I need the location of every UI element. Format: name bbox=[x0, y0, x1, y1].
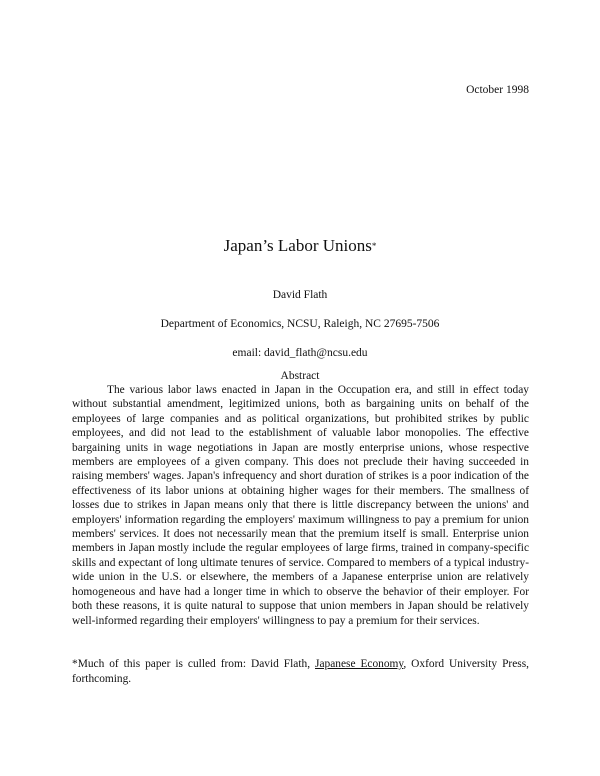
footnote-prefix: *Much of this paper is culled from: David Flath, bbox=[72, 658, 316, 670]
author-email: email: david_flath@ncsu.edu bbox=[232, 347, 368, 359]
paper-date: October 1998 bbox=[466, 84, 529, 96]
abstract-body: The various labor laws enacted in Japan in the Occupation era, and still in effect today without substantial amendment, legitimized unions, both as bargaining units on behalf of the employees of large companies and as political organizations, but prohibited strikes by public employees, and did not lead to the establishment of valuable labor monopolies. The effective bargaining units in wage negotiations in Japan are mostly enterprise unions, whose respective members are employees of a given company. This does not preclude their having succeeded in raising members' wages. Japan's infrequency and short duration of strikes is a poor indication of the effectiveness of its labor unions at obtaining higher wages for their members. The smallness of losses due to strikes in Japan means only that there is little discrepancy between the unions' and employers' information regarding the employers' maximum willingness to pay a premium for union members' services. It does not necessarily mean that the premium itself is small. Enterprise union members in Japan mostly include the regular employees of large firms, trained in company-specific skills and expectant of long ultimate tenures of service. Compared to members of a typical industry-wide union in the U.S. or elsewhere, the members of a Japanese enterprise union are relatively homogeneous and have had a longer time in which to observe the behavior of their employer. For both these reasons, it is quite natural to suppose that union members in Japan should be relatively well-informed regarding their employers' willingness to pay a premium for their services. bbox=[72, 384, 529, 627]
author-affiliation: Department of Economics, NCSU, Raleigh, NC 27695-7506 bbox=[160, 318, 440, 330]
author-name: David Flath bbox=[272, 289, 328, 301]
title-footnote-marker: * bbox=[371, 241, 377, 251]
footnote-suffix: , Oxford University Press, forthcoming. bbox=[72, 658, 529, 685]
footnote-book-title: Japanese Economy bbox=[315, 658, 404, 670]
paper-title bbox=[0, 236, 600, 256]
abstract-heading: Abstract bbox=[280, 370, 320, 382]
footnote bbox=[72, 657, 529, 686]
paper-title-text: Japan’s Labor Unions bbox=[223, 236, 372, 255]
